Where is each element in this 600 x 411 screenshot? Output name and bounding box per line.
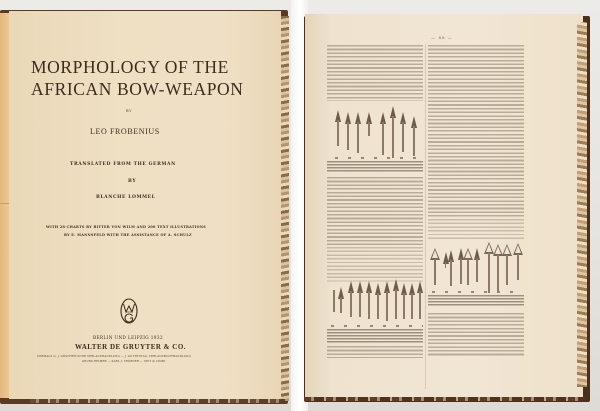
by-label: BY: [126, 109, 132, 113]
left-marbled-page-edge: [281, 16, 289, 401]
right-marbled-page-edge: [577, 22, 587, 387]
body-text-block: [428, 313, 524, 357]
figure-numbers: [331, 325, 423, 327]
author-name: LEO FROBENIUS: [90, 127, 160, 136]
body-text-block: [428, 167, 524, 217]
book-title-line-1: MORPHOLOGY OF THE: [31, 57, 229, 77]
figure-caption: [428, 295, 524, 307]
illustrations-credit-line-2: BY E. MANNSFELD WITH THE ASSISTANCE OF A. SCHULZ: [64, 233, 192, 237]
publisher-imprint-line-1: VORMALS G. J. GÖSCHEN'SCHE VERLAGSHANDLUNG — J. GUTTENTAG, VERLAGSBUCHHANDLUNG: [37, 355, 191, 358]
figure-numbers: [335, 157, 421, 159]
by-label-translator: BY: [128, 179, 137, 184]
translation-note: TRANSLATED FROM THE GERMAN: [70, 162, 176, 167]
page-number: — 88 —: [431, 35, 453, 40]
book-title: [31, 56, 271, 100]
body-text-block: [327, 177, 423, 245]
right-bottom-page-edge: [304, 397, 586, 401]
translator-name: BLANCHE LOMMEL: [96, 195, 156, 200]
column-divider: [425, 44, 426, 389]
body-text-block: [428, 219, 524, 239]
book-title-line-2: AFRICAN BOW-WEAPON: [31, 79, 244, 99]
body-text-block: [327, 45, 423, 101]
publisher-logo-icon: [120, 298, 138, 324]
body-text-block: [327, 247, 423, 283]
figure-numbers: [432, 291, 522, 293]
place-and-year: BERLIN UND LEIPZIG 1932: [93, 335, 164, 340]
publisher-name: WALTER DE GRUYTER & CO.: [75, 343, 187, 351]
left-bottom-page-edge: [30, 399, 285, 403]
figure-caption: [327, 161, 423, 173]
body-text-block: [428, 45, 524, 165]
illustrations-credit-line-1: WITH 28 CHARTS BY RITTER VON WILM AND 200 TEXT ILLUSTRATIONS: [46, 225, 206, 229]
body-text-block: [327, 346, 423, 358]
left-book-half: [0, 8, 290, 403]
figure-caption: [327, 329, 423, 343]
publisher-imprint-line-2: GEORG REIMER — KARL J. TRÜBNER — VEIT & COMP.: [82, 360, 166, 363]
